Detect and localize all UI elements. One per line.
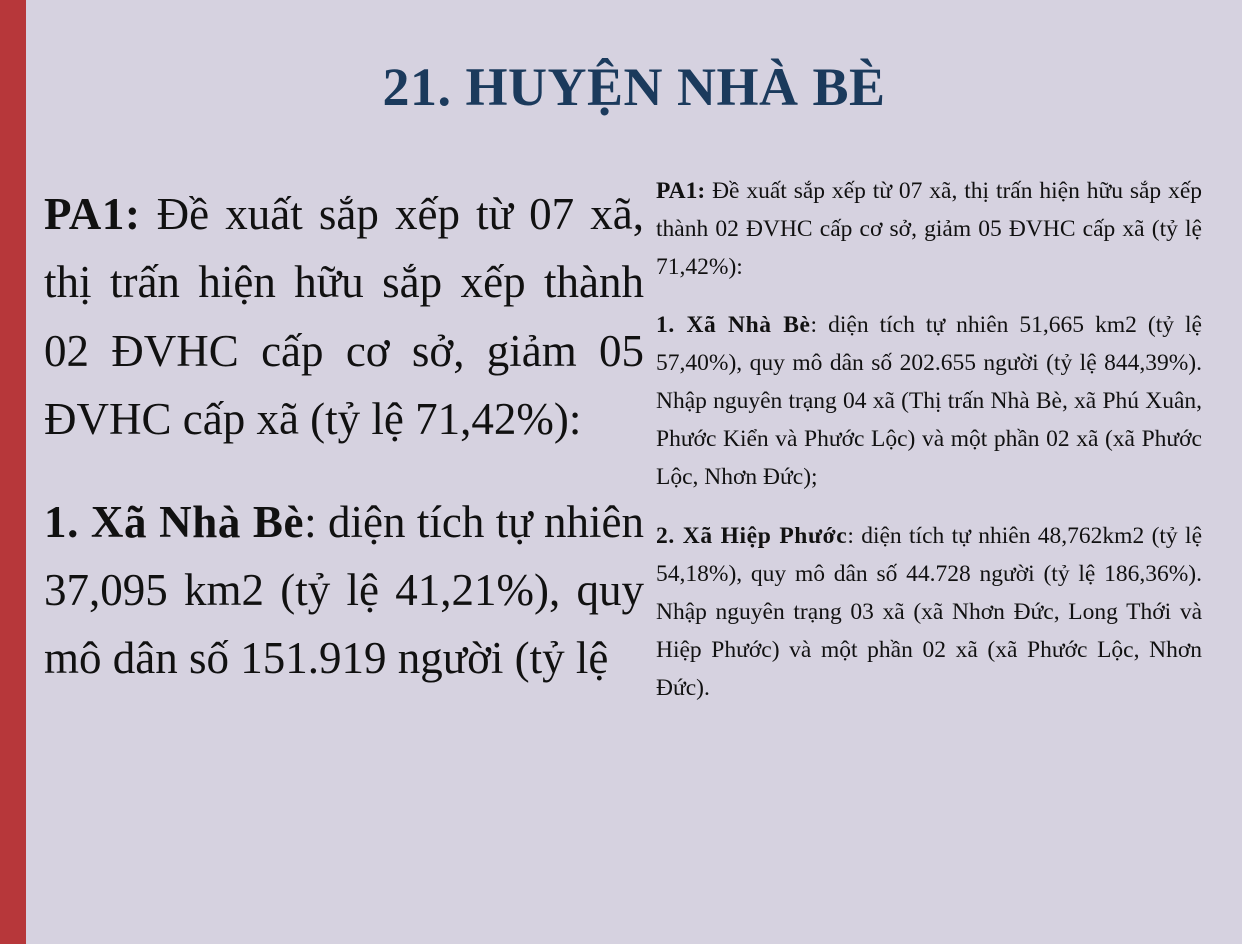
right-paragraph-3-body: : diện tích tự nhiên 48,762km2 (tỷ lệ 54,18%), quy mô dân số 44.728 người (tỷ lệ 186,36%). Nhập nguyên trạng 03 xã (xã Nhơn Đức, Long Thới và Hiệp Phước) và một phần 02 xã (xã Phước Lộc, Nhơn Đức). [656,522,1202,701]
left-paragraph-1-lead: PA1: [44,189,141,239]
right-paragraph-2 [656,306,1202,496]
left-paragraph-2-lead: 1. Xã Nhà Bè [44,496,305,547]
right-paragraph-1-lead: PA1: [656,178,706,204]
left-paragraph-2 [44,488,644,693]
right-paragraph-1-body: Đề xuất sắp xếp từ 07 xã, thị trấn hiện hữu sắp xếp thành 02 ĐVHC cấp cơ sở, giảm 05 ĐVHC cấp xã (tỷ lệ 71,42%): [656,178,1202,281]
left-accent-bar [0,0,26,944]
left-text-column [44,180,644,727]
right-paragraph-2-body: : diện tích tự nhiên 51,665 km2 (tỷ lệ 57,40%), quy mô dân số 202.655 người (tỷ lệ 844,39%). Nhập nguyên trạng 04 xã (Thị trấn Nhà Bè, xã Phú Xuân, Phước Kiển và Phước Lộc) và một phần 02 xã (xã Phước Lộc, Nhơn Đức); [656,312,1202,491]
page-title: 21. HUYỆN NHÀ BÈ [382,57,886,117]
right-paragraph-3-lead: 2. Xã Hiệp Phước [656,522,848,549]
left-paragraph-1 [44,180,644,454]
right-paragraph-2-lead: 1. Xã Nhà Bè [656,312,811,339]
left-paragraph-2-body: : diện tích tự nhiên 37,095 km2 (tỷ lệ 41,21%), quy mô dân số 151.919 người (tỷ lệ [44,496,644,684]
right-paragraph-1 [656,172,1202,286]
right-text-column [656,172,1202,727]
right-paragraph-3 [656,517,1202,707]
left-paragraph-1-body: Đề xuất sắp xếp từ 07 xã, thị trấn hiện hữu sắp xếp thành 02 ĐVHC cấp cơ sở, giảm 05 ĐVHC cấp xã (tỷ lệ 71,42%): [44,189,644,445]
